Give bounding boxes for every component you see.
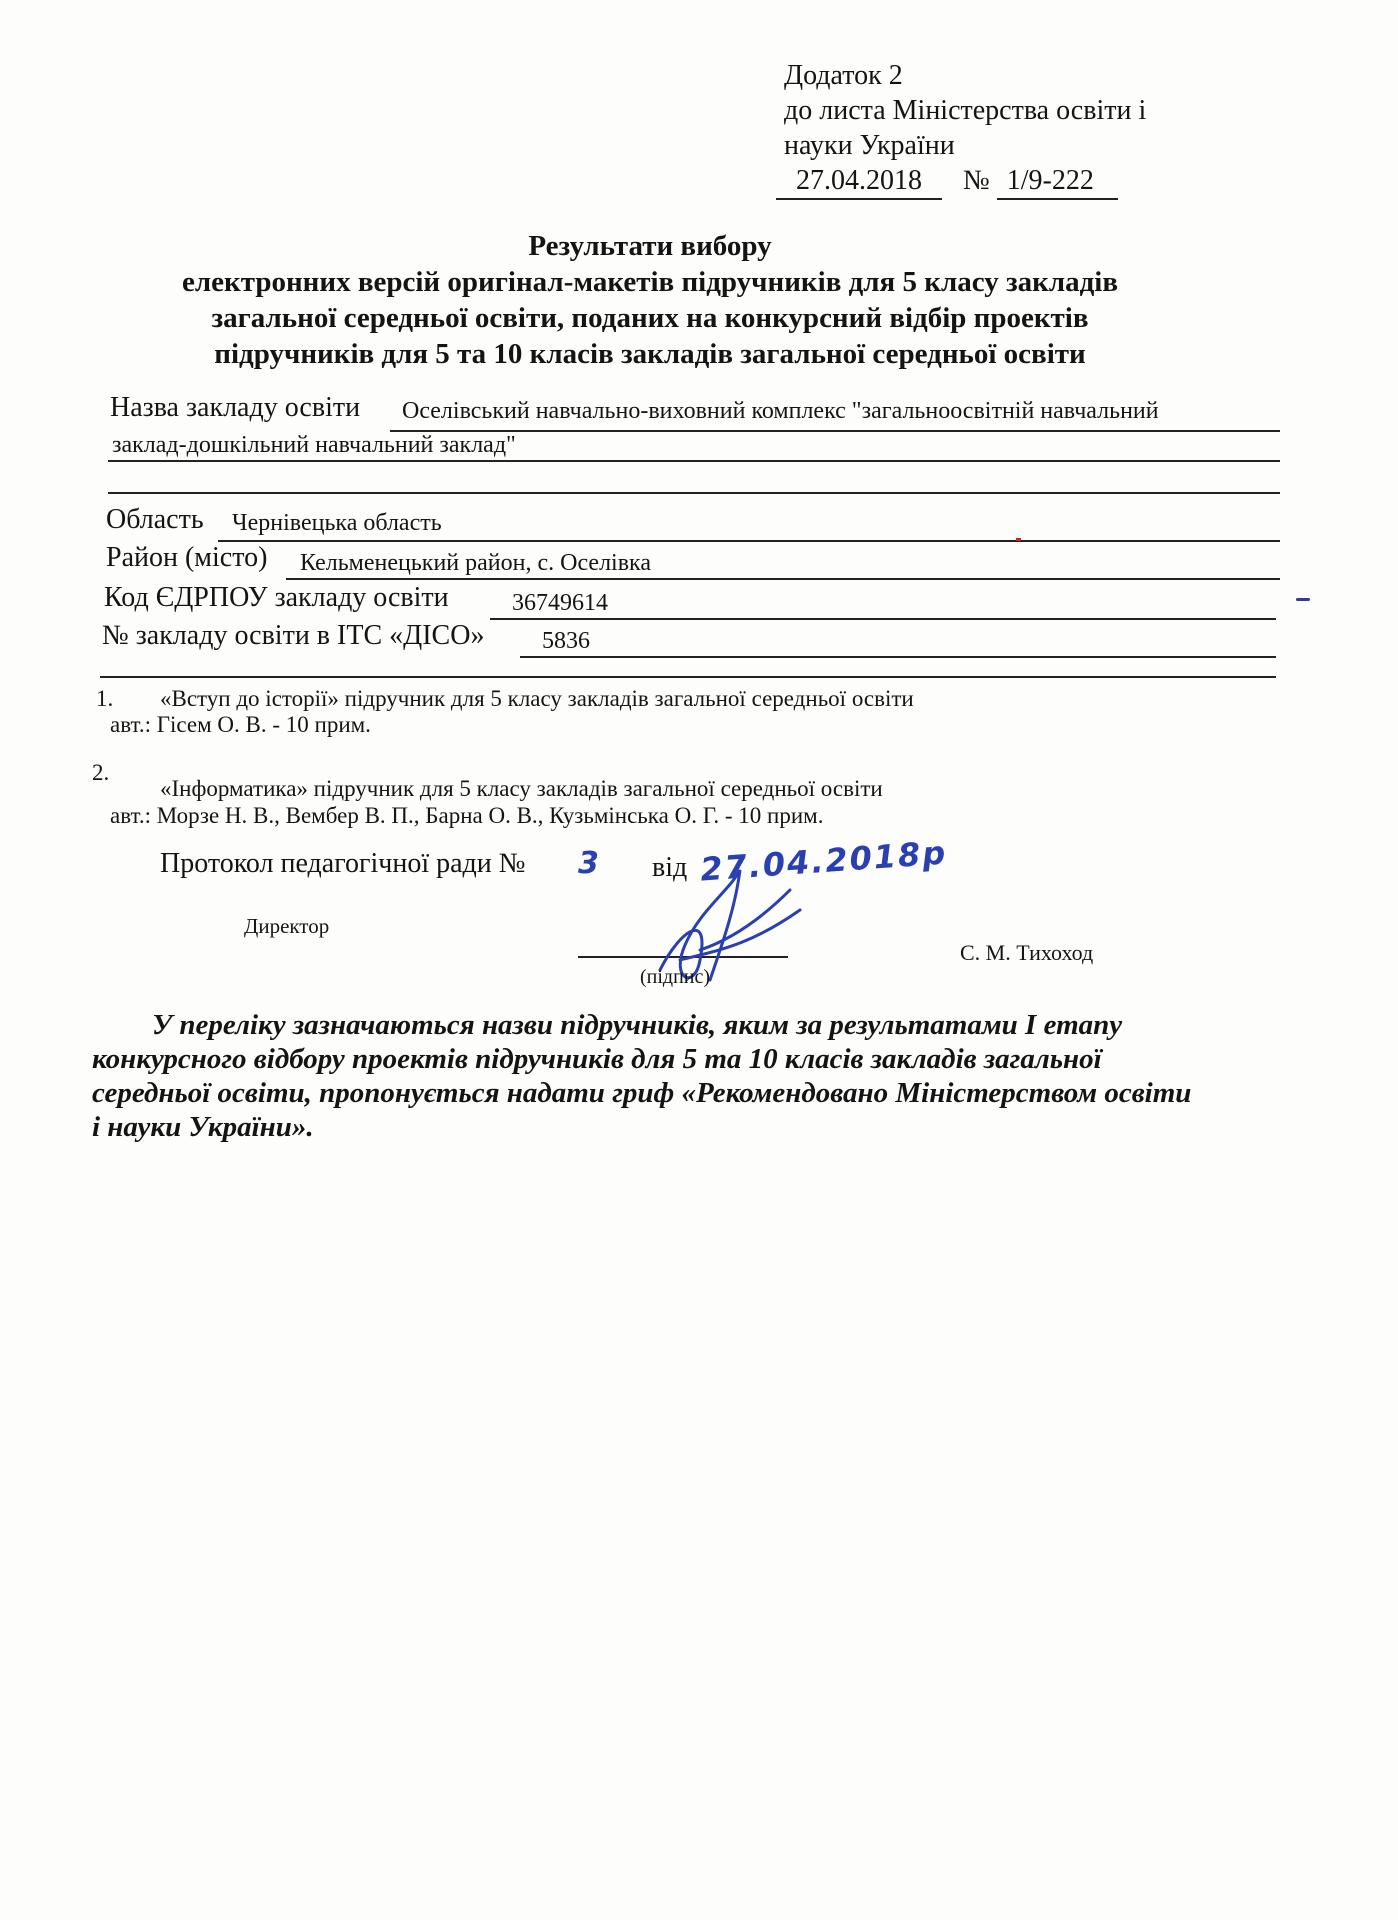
institution-value-1: Оселівський навчально-виховний комплекс "загальноосвітній навчальний bbox=[402, 398, 1159, 424]
protocol-date: 27.04.2018р bbox=[698, 833, 949, 889]
director-role: Директор bbox=[244, 914, 330, 938]
scan-speck bbox=[1296, 598, 1310, 601]
annex-line-3: науки України bbox=[784, 130, 955, 161]
institution-underline-1 bbox=[390, 430, 1280, 432]
protocol-label: Протокол педагогічної ради № bbox=[160, 848, 526, 879]
protocol-from-label: від bbox=[652, 852, 688, 883]
book-1-authors: авт.: Гісем О. В. - 10 прим. bbox=[110, 712, 371, 737]
institution-underline-2 bbox=[108, 460, 1280, 462]
book-2-title: «Інформатика» підручник для 5 класу закладів загальної середньої освіти bbox=[160, 776, 883, 801]
region-value: Чернівецька область bbox=[232, 510, 442, 536]
section-divider bbox=[100, 676, 1276, 678]
itc-underline bbox=[520, 656, 1276, 658]
region-label: Область bbox=[106, 504, 204, 535]
annex-number: 1/9-222 bbox=[997, 163, 1118, 200]
title-line-1: Результати вибору bbox=[528, 230, 772, 262]
book-1-title: «Вступ до історії» підручник для 5 класу закладів загальної середньої освіти bbox=[160, 686, 914, 711]
region-underline bbox=[218, 540, 1280, 542]
title-line-4: підручників для 5 та 10 класів закладів загальної середньої освіти bbox=[214, 338, 1086, 370]
edrpou-label: Код ЄДРПОУ закладу освіти bbox=[104, 582, 449, 613]
edrpou-value: 36749614 bbox=[512, 590, 608, 616]
scan-speck bbox=[1016, 538, 1021, 541]
institution-value-2: заклад-дошкільний навчальний заклад" bbox=[112, 432, 516, 458]
institution-underline-3 bbox=[108, 492, 1280, 494]
itc-label: № закладу освіти в ІТС «ДІСО» bbox=[102, 620, 485, 651]
annex-date-number bbox=[776, 163, 1146, 200]
edrpou-underline bbox=[490, 618, 1276, 620]
title-line-2: електронних версій оригінал-макетів підручників для 5 класу закладів bbox=[182, 266, 1118, 298]
book-2-number: 2. bbox=[92, 760, 110, 785]
district-label: Район (місто) bbox=[106, 542, 268, 573]
district-value: Кельменецький район, с. Оселівка bbox=[300, 550, 651, 576]
director-name: С. М. Тихоход bbox=[960, 940, 1094, 965]
book-2-authors: авт.: Морзе Н. В., Вембер В. П., Барна О. В., Кузьмінська О. Г. - 10 прим. bbox=[110, 803, 824, 828]
annex-header bbox=[784, 58, 1146, 200]
district-underline bbox=[286, 578, 1280, 580]
itc-value: 5836 bbox=[542, 628, 590, 654]
protocol-number: 3 bbox=[578, 846, 599, 881]
footnote: У переліку зазначаються назви підручників, яким за результатами І етапу конкурсного відбору проектів підручників для 5 та 10 класів закладів загальної середньої освіти, пропонується надати гриф «Рекомендовано Міністерством освіти і науки України». bbox=[92, 1009, 1192, 1143]
title-line-3: загальної середньої освіти, поданих на конкурсний відбір проектів bbox=[211, 302, 1089, 334]
book-1-number: 1. bbox=[96, 686, 114, 711]
annex-line-2: до листа Міністерства освіти і bbox=[784, 95, 1147, 126]
institution-label: Назва закладу освіти bbox=[110, 392, 361, 423]
annex-number-label: № bbox=[963, 165, 990, 196]
signature-caption: (підпис) bbox=[640, 966, 711, 988]
annex-date: 27.04.2018 bbox=[776, 163, 942, 200]
document-title bbox=[100, 228, 1200, 372]
annex-line-1: Додаток 2 bbox=[784, 60, 903, 91]
